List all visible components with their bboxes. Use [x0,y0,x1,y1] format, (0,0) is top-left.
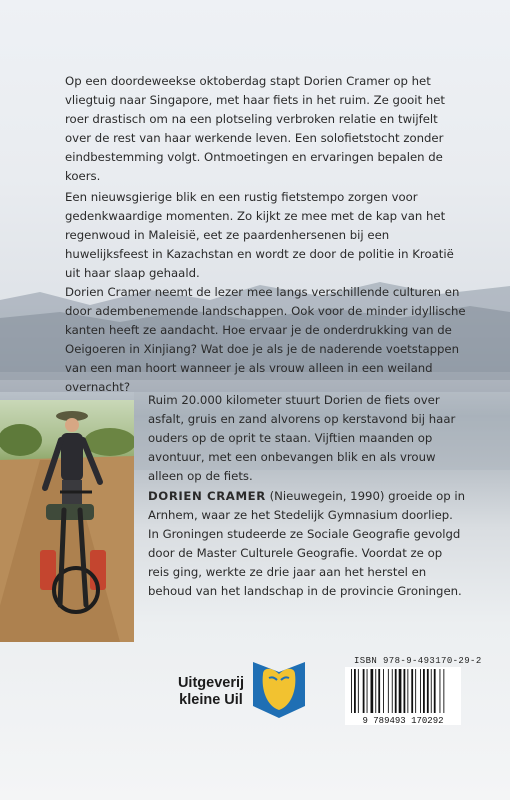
author-bio [148,487,466,601]
isbn-barcode [345,667,461,725]
owl-logo-icon [251,660,307,720]
author-name: DORIEN CRAMER [148,489,266,503]
barcode-bar [427,669,429,713]
barcode-bar [351,669,352,713]
barcode-bar [392,669,393,713]
barcode-bar [388,669,389,713]
blurb-paragraph-4: Ruim 20.000 kilometer stuurt Dorien de fiets over asfalt, gruis en zand alvorens op kerstavond bij haar ouders op de oprit te staan. Vijftien maanden op avontuur, met een onbevangen blik en als vrouw alleen op de fiets. [148,393,456,483]
author-bio-text: (Nieuwegein, 1990) groeide op in Arnhem, waar ze het Stedelijk Gymnasium doorliep. In Groningen studeerde ze Sociale Geografie gevolgd door de Master Culturele Geografie. Voordat ze op reis ging, werkte ze drie jaar aan het herstel en behoud van het landschap in de provincie Groningen. [148,489,466,598]
barcode-bar [443,669,444,713]
publisher-name-line-1: Uitgeverij [177,675,245,691]
barcode-bar [399,669,402,713]
barcode-bar [404,669,406,713]
barcode-bar [378,669,380,713]
barcode-bar [375,669,376,713]
barcode-bar [367,669,368,713]
isbn-label: ISBN 978-9-493170-29-2 [354,656,482,666]
isbn-barcode-digits: 9 789493 170292 [362,716,444,725]
barcode-bar [383,669,384,713]
barcode-bar [423,669,425,713]
blurb-paragraph-2: Een nieuwsgierige blik en een rustig fietstempo zorgen voor gedenkwaardige momenten. Zo kijkt ze mee met de kap van het regenwoud in Maleisië, eet ze paardenhersenen bij een huwelijksfeest in Kazachstan en wordt ze door de politie in Kroatië uit haar slaap gehaald. [65,190,454,280]
barcode-bar [431,669,432,713]
barcode-bar [434,669,436,713]
publisher-name-line-2: kleine Uil [179,692,243,708]
barcode-bar [420,669,421,713]
barcode-bar [411,669,413,713]
author-photo [0,400,134,642]
publisher-name [176,675,246,709]
barcode-bar [354,669,356,713]
barcode-bar [363,669,365,713]
barcode-bar [407,669,408,713]
blurb-paragraph-3: Dorien Cramer neemt de lezer mee langs verschillende culturen en door adembenemende landschappen. Ook voor de minder idyllische kanten heeft ze aandacht. Hoe ervaar je de onderdrukking van de Oeigoeren in Xinjiang? Wat doe je als je de naderende voetstappen van een man hoort wanneer je als vrouw alleen in een weiland overnacht? [65,285,466,394]
barcode-bar [358,669,359,713]
barcode-bar [371,669,374,713]
barcode-bar [440,669,441,713]
barcode-bar [415,669,416,713]
blurb-paragraph-1: Op een doordeweekse oktoberdag stapt Dorien Cramer op het vliegtuig naar Singapore, met haar fiets in het ruim. Ze gooit het roer drastisch om na een plotseling verbroken relatie en twijfelt over de rest van haar werkende leven. Een solofietstocht zonder eindbestemming volgt. Ontmoetingen en ervaringen bepalen de koers. [65,74,445,183]
cyclist-on-dirt-road-image [0,400,134,642]
barcode-bar [395,669,397,713]
